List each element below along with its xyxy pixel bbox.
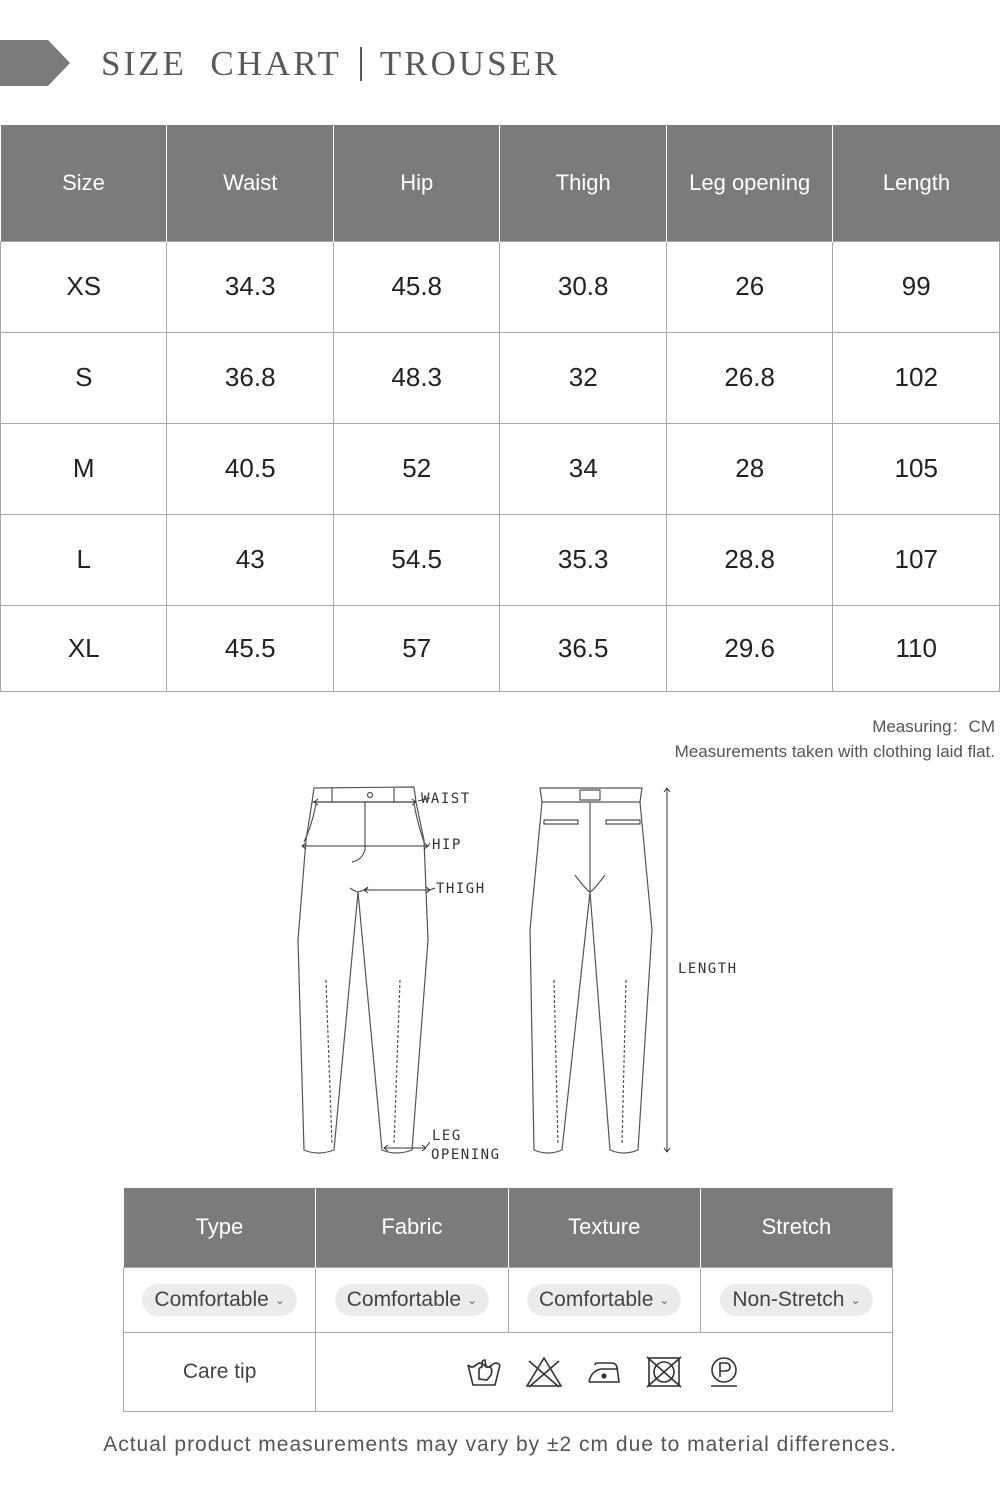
- flat-measure-note: Measurements taken with clothing laid flat.: [674, 742, 995, 761]
- trouser-front-drawing: [298, 787, 428, 1153]
- title-trouser: TROUSER: [379, 44, 561, 83]
- stretch-value: Non-Stretch: [732, 1287, 845, 1311]
- unit-note: Measuring：CM: [872, 717, 995, 736]
- cell-waist: 36.8: [167, 332, 333, 423]
- cell-waist: 34.3: [167, 241, 333, 332]
- cell-hip: 45.8: [333, 241, 499, 332]
- cell-hip: 48.3: [333, 332, 499, 423]
- fabric-dropdown[interactable]: [335, 1284, 489, 1316]
- measure-lines: [302, 798, 435, 1151]
- col-leg-opening: Leg opening: [666, 125, 833, 241]
- cell-size: XL: [1, 605, 167, 691]
- chevron-down-icon: ⌄: [274, 1292, 285, 1307]
- cell-size: L: [1, 514, 167, 605]
- cell-leg-opening: 29.6: [666, 605, 833, 691]
- col-type: Type: [124, 1188, 316, 1267]
- cell-waist: 40.5: [167, 423, 333, 514]
- cell-length: 110: [833, 605, 1000, 691]
- col-stretch: Stretch: [700, 1188, 892, 1267]
- waist-label: WAIST: [421, 791, 471, 807]
- trouser-back-drawing: [530, 788, 652, 1153]
- cell-hip: 57: [333, 605, 499, 691]
- cell-length: 107: [833, 514, 1000, 605]
- cell-size: S: [1, 332, 167, 423]
- cell-size: M: [1, 423, 167, 514]
- thigh-label: THIGH: [436, 881, 486, 897]
- hand-wash-icon: [465, 1355, 503, 1389]
- chevron-down-icon: ⌄: [850, 1292, 861, 1307]
- texture-dropdown[interactable]: [527, 1284, 681, 1316]
- stretch-dropdown[interactable]: [720, 1284, 872, 1316]
- col-fabric: Fabric: [316, 1188, 508, 1267]
- chevron-down-icon: ⌄: [659, 1292, 670, 1307]
- type-dropdown[interactable]: [142, 1284, 296, 1316]
- col-waist: Waist: [167, 125, 333, 241]
- title-size-chart: SIZE CHART: [101, 44, 342, 83]
- info-table-header: [124, 1188, 893, 1267]
- cell-stretch: [700, 1267, 892, 1332]
- col-size: Size: [1, 125, 167, 241]
- care-tip-label: Care tip: [124, 1332, 316, 1411]
- col-texture: Texture: [508, 1188, 700, 1267]
- col-length: Length: [833, 125, 1000, 241]
- col-hip: Hip: [333, 125, 499, 241]
- cell-fabric: [316, 1267, 508, 1332]
- length-arrow: [664, 788, 670, 1152]
- cell-leg-opening: 28.8: [666, 514, 833, 605]
- length-label: LENGTH: [678, 961, 738, 977]
- table-row: [124, 1267, 893, 1332]
- cell-thigh: 36.5: [500, 605, 666, 691]
- do-not-tumble-dry-icon: [645, 1355, 683, 1389]
- trouser-diagram: [290, 780, 750, 1165]
- cell-length: 105: [833, 423, 1000, 514]
- table-row: [1, 423, 1000, 514]
- cell-thigh: 34: [500, 423, 666, 514]
- fabric-info-table: [123, 1188, 893, 1412]
- texture-value: Comfortable: [539, 1287, 654, 1311]
- table-row: [1, 332, 1000, 423]
- page-title: [101, 44, 560, 84]
- banner-arrow-icon: [0, 40, 70, 86]
- col-thigh: Thigh: [500, 125, 666, 241]
- cell-leg-opening: 26.8: [666, 332, 833, 423]
- care-icons-cell: [316, 1332, 893, 1411]
- dry-clean-p-icon: [705, 1355, 743, 1389]
- cell-thigh: 32: [500, 332, 666, 423]
- leg-opening-label-1: LEG: [432, 1128, 462, 1144]
- cell-leg-opening: 28: [666, 423, 833, 514]
- cell-thigh: 30.8: [500, 241, 666, 332]
- hip-label: HIP: [432, 837, 462, 853]
- cell-type: [124, 1267, 316, 1332]
- title-separator: [360, 47, 362, 81]
- cell-waist: 45.5: [167, 605, 333, 691]
- cell-thigh: 35.3: [500, 514, 666, 605]
- table-row: [1, 605, 1000, 691]
- type-value: Comfortable: [154, 1287, 269, 1311]
- size-table: [0, 125, 1000, 692]
- leg-opening-label-2: OPENING: [431, 1147, 501, 1163]
- fabric-value: Comfortable: [346, 1287, 462, 1311]
- table-row: [1, 241, 1000, 332]
- cell-length: 99: [833, 241, 1000, 332]
- do-not-bleach-icon: [525, 1355, 563, 1389]
- table-row: [124, 1332, 893, 1411]
- cell-hip: 54.5: [333, 514, 499, 605]
- measurement-disclaimer: Actual product measurements may vary by ±2 cm due to material differences.: [103, 1433, 897, 1456]
- cell-hip: 52: [333, 423, 499, 514]
- cell-length: 102: [833, 332, 1000, 423]
- chevron-down-icon: ⌄: [467, 1292, 478, 1307]
- size-table-header: [1, 125, 1000, 241]
- cell-texture: [508, 1267, 700, 1332]
- iron-low-icon: [585, 1355, 623, 1389]
- cell-waist: 43: [167, 514, 333, 605]
- table-row: [1, 514, 1000, 605]
- cell-size: XS: [1, 241, 167, 332]
- cell-leg-opening: 26: [666, 241, 833, 332]
